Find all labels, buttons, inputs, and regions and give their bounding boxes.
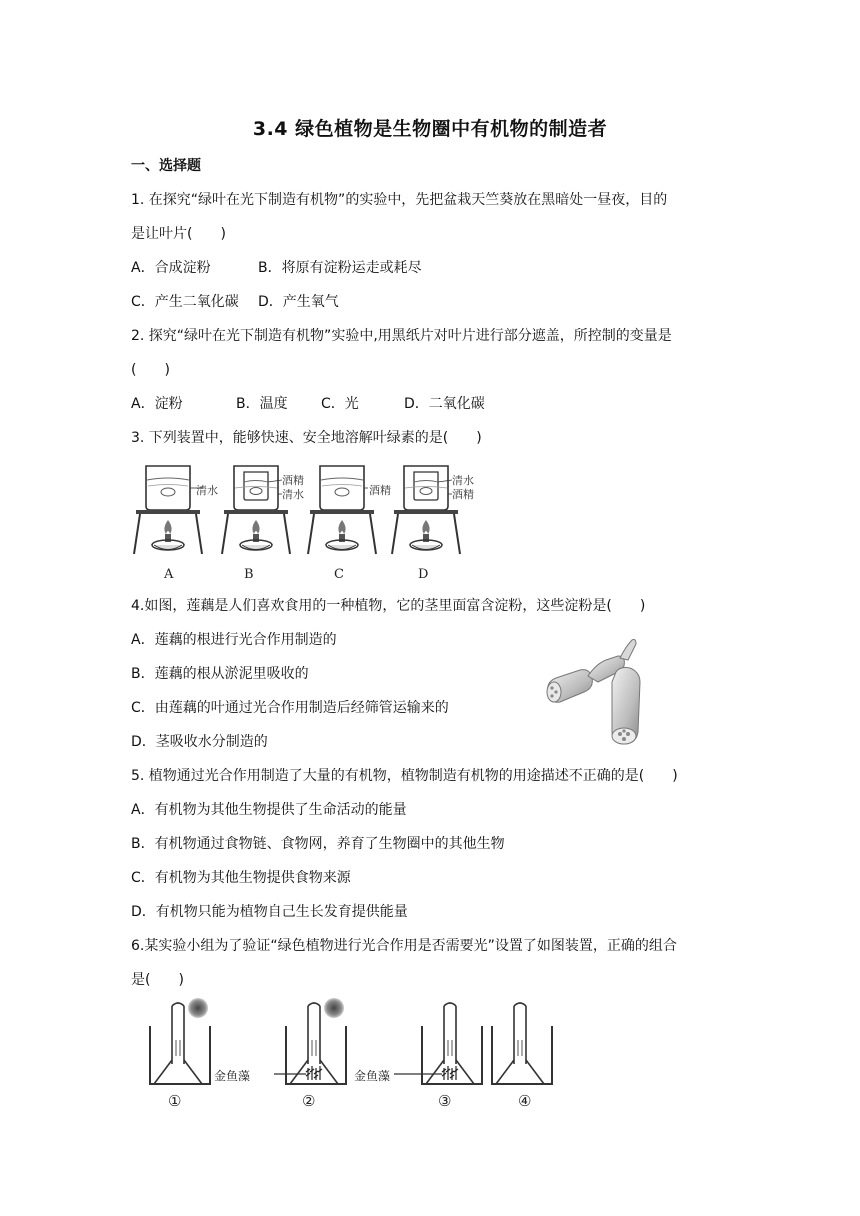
apparatus-c — [308, 466, 376, 554]
q1-option-d: D．产生氧气 — [258, 294, 339, 310]
q3-apparatus-figure — [130, 458, 490, 588]
label-b-water: 清水 — [282, 488, 304, 501]
apparatus-a — [134, 466, 202, 554]
q4-option-c: C．由莲藕的叶通过光合作用制造后经筛管运输来的 — [131, 700, 449, 716]
label-a: A — [164, 567, 174, 582]
q2-option-b: B．温度 — [236, 396, 288, 412]
question-1-text: 1. 在探究“绿叶在光下制造有机物”的实验中，先把盆栽天竺葵放在黑暗处一昼夜，目的 — [131, 192, 668, 208]
label-setup-1: ① — [168, 1092, 182, 1110]
question-5-text: 5. 植物通过光合作用制造了大量的有机物，植物制造有机物的用途描述不正确的是( ) — [131, 768, 678, 784]
label-c: C — [334, 567, 344, 582]
question-2-text-cont: ( ) — [131, 362, 170, 378]
question-3-text: 3. 下列装置中，能够快速、安全地溶解叶绿素的是( ) — [131, 430, 482, 446]
label-setup-2-plant: 金鱼藻 — [214, 1069, 251, 1083]
label-b: B — [244, 567, 254, 582]
setup-1 — [150, 998, 210, 1084]
q1-option-c: C．产生二氧化碳 — [131, 294, 239, 310]
q5-option-b: B．有机物通过食物链、食物网，养育了生物圈中的其他生物 — [131, 836, 505, 852]
question-6-text-cont: 是( ) — [131, 972, 184, 988]
q2-option-d: D．二氧化碳 — [404, 396, 485, 412]
question-4-text: 4.如图，莲藕是人们喜欢食用的一种植物，它的茎里面富含淀粉，这些淀粉是( ) — [131, 598, 646, 614]
question-1-text-cont: 是让叶片( ) — [131, 226, 226, 242]
label-a-water: 清水 — [196, 484, 218, 497]
label-setup-2: ② — [302, 1092, 316, 1110]
label-setup-3-plant: 金鱼藻 — [354, 1069, 391, 1083]
question-2-text: 2. 探究“绿叶在光下制造有机物”实验中,用黑纸片对叶片进行部分遮盖，所控制的变量是 — [131, 328, 672, 344]
label-setup-3: ③ — [438, 1092, 452, 1110]
apparatus-d — [392, 466, 460, 554]
section-heading: 一、选择题 — [131, 158, 201, 174]
q6-apparatus-figure — [140, 996, 560, 1116]
q1-option-a: A．合成淀粉 — [131, 260, 211, 276]
q5-option-c: C．有机物为其他生物提供食物来源 — [131, 870, 351, 886]
label-b-alcohol: 酒精 — [282, 474, 304, 487]
label-setup-4: ④ — [518, 1092, 532, 1110]
setup-3 — [394, 1003, 482, 1084]
q5-option-d: D．有机物只能为植物自己生长发育提供能量 — [131, 904, 408, 920]
q5-option-a: A．有机物为其他生物提供了生命活动的能量 — [131, 802, 407, 818]
q4-option-d: D．茎吸收水分制造的 — [131, 734, 268, 750]
apparatus-b — [222, 466, 290, 554]
q1-option-b: B．将原有淀粉运走或耗尽 — [258, 260, 422, 276]
q2-option-a: A．淀粉 — [131, 396, 183, 412]
label-d: D — [418, 567, 429, 582]
page-title: 3.4 绿色植物是生物圈中有机物的制造者 — [252, 118, 608, 140]
q2-option-c: C．光 — [321, 396, 359, 412]
label-c-alcohol: 酒精 — [369, 484, 391, 497]
label-d-water: 清水 — [452, 474, 474, 487]
setup-2 — [274, 998, 346, 1084]
setup-4 — [492, 1003, 552, 1084]
question-6-text: 6.某实验小组为了验证“绿色植物进行光合作用是否需要光”设置了如图装置，正确的组合 — [131, 938, 677, 954]
q4-option-b: B．莲藕的根从淤泥里吸收的 — [131, 666, 309, 682]
lotus-root-image — [540, 636, 660, 752]
label-d-alcohol: 酒精 — [452, 488, 474, 501]
q4-option-a: A．莲藕的根进行光合作用制造的 — [131, 632, 337, 648]
